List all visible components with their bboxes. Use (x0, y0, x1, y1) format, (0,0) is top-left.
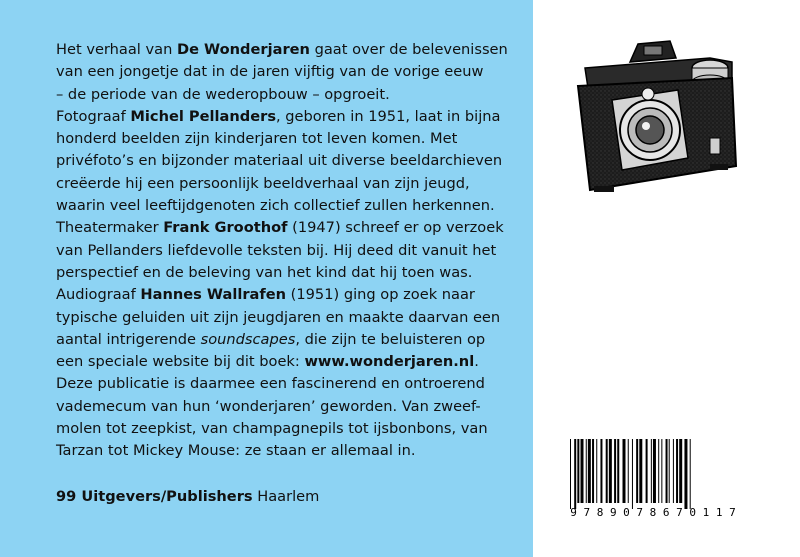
barcode-bar (588, 439, 591, 503)
description-line (56, 307, 526, 329)
description-line (56, 262, 526, 284)
barcode-bar (636, 439, 638, 503)
description-line (56, 39, 526, 61)
body-text: privéfoto’s en bijzonder materiaal uit diverse beeldarchieven (56, 152, 503, 170)
body-text: perspectief en de beleving van het kind dat hij toen was. (56, 263, 473, 281)
description-line (56, 106, 526, 128)
barcode-bar (574, 439, 576, 509)
barcode-bar (690, 439, 691, 509)
body-text: . (474, 353, 479, 371)
description-line (56, 351, 526, 373)
barcode-bar (570, 439, 571, 509)
description-line (56, 418, 526, 440)
body-text: (1947) schreef er op verzoek (287, 219, 504, 237)
body-text: van Pellanders liefdevolle teksten bij. Hij deed dit vanuit het (56, 241, 497, 259)
body-text: – de periode van de wederopbouw – opgroeit. (56, 85, 390, 103)
barcode-bar (669, 439, 670, 503)
body-text: honderd beelden zijn kinderjaren tot leven komen. Met (56, 130, 458, 148)
barcode-bar (666, 439, 668, 503)
description-line (56, 284, 526, 306)
description-line (56, 440, 526, 462)
body-text: creëerde hij een persoonlijk beeldverhaal van zijn jeugd, (56, 174, 470, 192)
barcode-bar (646, 439, 648, 503)
barcode-bar (623, 439, 626, 503)
body-text: aantal intrigerende (56, 330, 201, 348)
barcode-bar (628, 439, 629, 503)
emphasis-text: www.wonderjaren.nl (304, 353, 475, 371)
barcode-bar (661, 439, 662, 503)
emphasis-text: Michel Pellanders (130, 107, 277, 125)
italic-text: soundscapes (200, 330, 296, 348)
description-line (56, 373, 526, 395)
publisher-line (56, 486, 319, 508)
body-text: een speciale website bij dit boek: (56, 353, 305, 371)
body-text: vademecum van hun ‘wonderjaren’ geworden. Van zweef- (56, 397, 481, 415)
isbn-number: 9 7 8 9 0 7 8 6 7 0 1 1 7 (570, 506, 736, 519)
description-line (56, 128, 526, 150)
description-line (56, 173, 526, 195)
body-text: gaat over de belevenissen (309, 41, 508, 58)
book-description (56, 39, 526, 463)
body-text: Fotograaf (56, 107, 131, 125)
barcode-bar (653, 439, 656, 503)
barcode-bar (684, 439, 687, 509)
description-line (56, 195, 526, 217)
body-text: Theatermaker (56, 219, 164, 237)
camera-icon (560, 38, 760, 200)
emphasis-text: De Wonderjaren (176, 41, 310, 58)
body-text: Audiograaf (56, 286, 141, 304)
body-text: (1951) ging op zoek naar (286, 286, 475, 304)
barcode-bar (577, 439, 579, 503)
barcode-bar (651, 439, 652, 503)
barcode-bar (596, 439, 597, 503)
body-text: molen tot zeepkist, van champagnepils tot ijsbonbons, van (56, 420, 488, 438)
barcode-bar (617, 439, 619, 503)
emphasis-text: Hannes Wallrafen (140, 286, 287, 304)
description-line (56, 329, 526, 351)
description-line (56, 217, 526, 239)
body-text: Tarzan tot Mickey Mouse: ze staan er allemaal in. (56, 442, 416, 460)
barcode-bar (581, 439, 584, 503)
body-text: Deze publicatie is daarmee een fascinerend en ontroerend (56, 375, 485, 393)
body-text: , geboren in 1951, laat in bijna (276, 107, 501, 125)
body-text: , die zijn te beluisteren op (295, 330, 486, 348)
body-text: typische geluiden uit zijn jeugdjaren en maakte daarvan een (56, 308, 501, 326)
description-line (56, 150, 526, 172)
isbn-barcode (568, 437, 738, 519)
publisher-name: 99 Uitgevers/Publishers (56, 488, 253, 505)
barcode-bar (632, 439, 633, 509)
barcode-bar (673, 439, 674, 503)
barcode-bar (586, 439, 587, 503)
barcode-bar (600, 439, 602, 503)
description-line (56, 396, 526, 418)
description-line (56, 84, 526, 106)
description-line (56, 61, 526, 83)
body-text: van een jongetje dat in de jaren vijftig van de vorige eeuw (56, 63, 484, 81)
publisher-city: Haarlem (252, 488, 320, 505)
barcode-bar (639, 439, 642, 503)
barcode-bar (614, 439, 616, 503)
emphasis-text: Frank Groothof (163, 219, 288, 237)
barcode-bar (676, 439, 678, 503)
body-text: waarin veel leeftijdgenoten zich collectief zullen herkennen. (56, 197, 495, 215)
barcode-bar (606, 439, 608, 503)
barcode-bar (658, 439, 659, 503)
description-line (56, 240, 526, 262)
barcode-bar (609, 439, 612, 503)
barcode-bar (679, 439, 682, 503)
body-text: Het verhaal van (56, 41, 177, 58)
barcode-bar (592, 439, 594, 503)
